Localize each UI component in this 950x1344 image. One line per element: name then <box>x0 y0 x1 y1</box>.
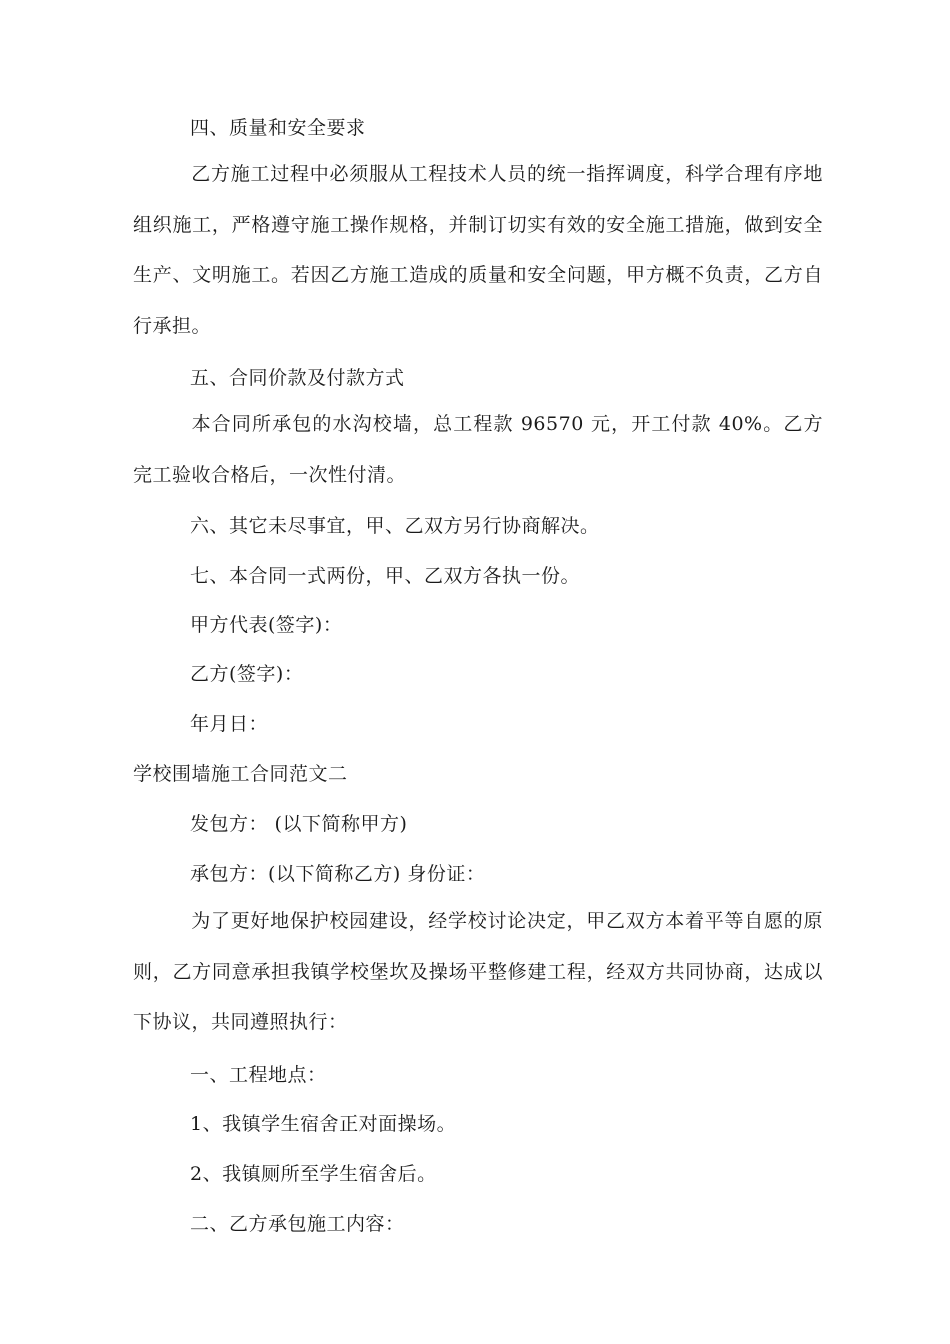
location-item-1: 1、我镇学生宿舍正对面操场。 <box>190 1113 457 1135</box>
payment-body: 本合同所承包的水沟校墙，总工程款 96570 元，开工付款 40%。乙方完工验收合格后，一次性付清。 <box>133 413 823 486</box>
scope-heading: 二、乙方承包施工内容： <box>190 1213 405 1235</box>
party-a-signature: 甲方代表(签字)： <box>190 614 343 636</box>
intro-body: 为了更好地保护校园建设，经学校讨论决定，甲乙双方本着平等自愿的原则，乙方同意承担我镇学校堡坎及操场平整修建工程，经双方共同协商，达成以下协议，共同遵照执行： <box>133 910 823 1033</box>
sample-two-title: 学校围墙施工合同范文二 <box>133 763 348 785</box>
location-heading: 一、工程地点： <box>190 1064 327 1086</box>
intro-paragraph <box>133 896 823 1048</box>
quality-body: 乙方施工过程中必须服从工程技术人员的统一指挥调度，科学合理有序地组织施工，严格遵守施工操作规格，并制订切实有效的安全施工措施，做到安全生产、文明施工。若因乙方施工造成的质量和安全问题，甲方概不负责，乙方自行承担。 <box>133 163 823 337</box>
clause-six: 六、其它未尽事宜，甲、乙双方另行协商解决。 <box>190 515 600 537</box>
party-b-signature: 乙方(签字)： <box>190 663 304 685</box>
clause-seven: 七、本合同一式两份，甲、乙双方各执一份。 <box>190 565 581 587</box>
quality-paragraph <box>133 149 823 351</box>
payment-paragraph <box>133 399 823 500</box>
quality-heading: 四、质量和安全要求 <box>190 117 366 139</box>
location-item-2: 2、我镇厕所至学生宿舍后。 <box>190 1163 437 1185</box>
contractor-line: 承包方：(以下简称乙方) 身份证： <box>190 863 486 885</box>
issuer-line: 发包方： (以下简称甲方) <box>190 813 408 835</box>
date-line: 年月日： <box>190 713 269 735</box>
payment-heading: 五、合同价款及付款方式 <box>190 367 405 389</box>
